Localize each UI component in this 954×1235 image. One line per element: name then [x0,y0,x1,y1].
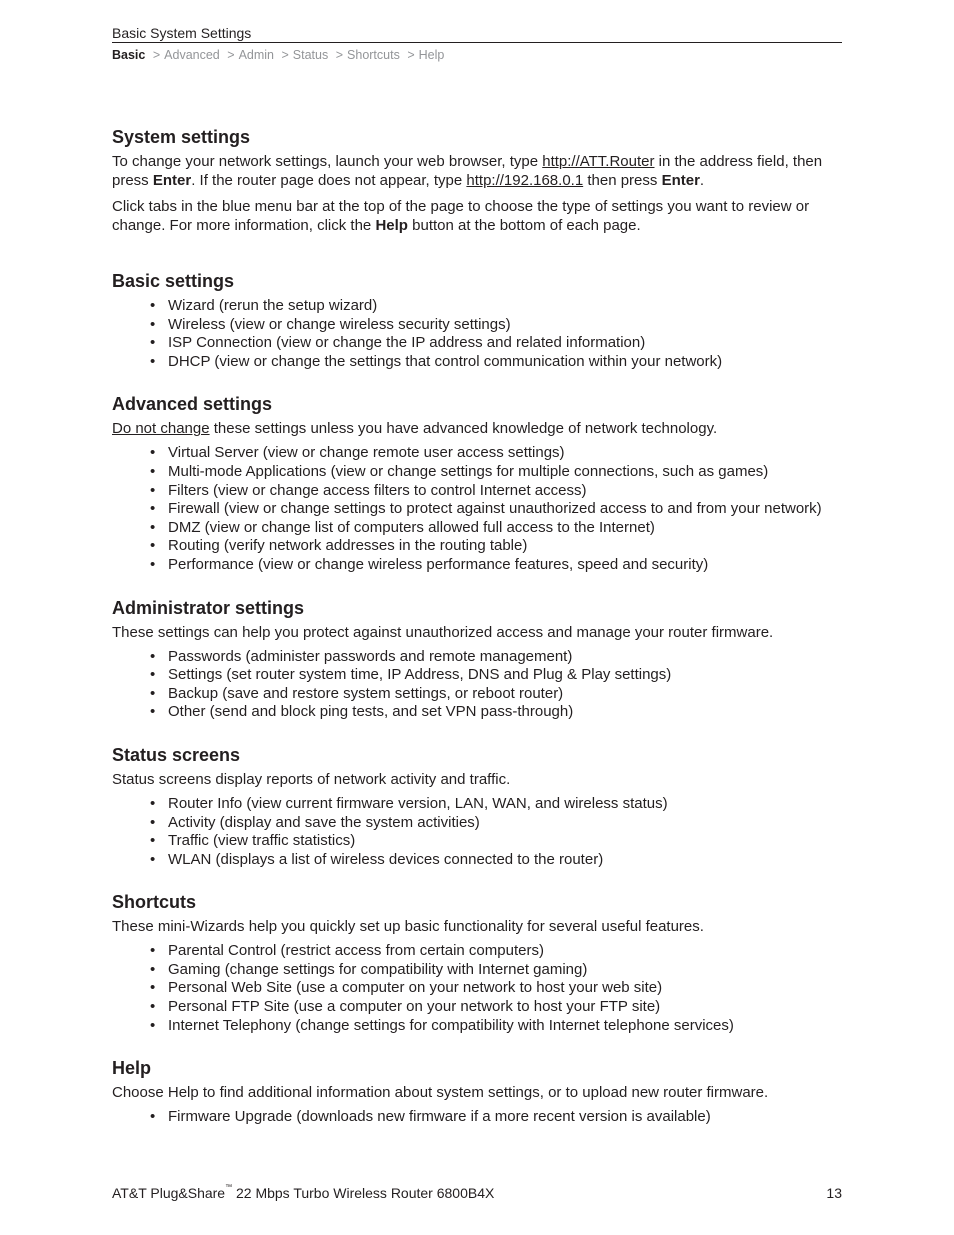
list-item: • Activity (display and save the system activities) [150,814,842,833]
section-heading: Status screens [112,744,241,765]
section-heading: Advanced settings [112,394,273,415]
section-intro: Choose Help to find additional information about system settings, or to upload new router firmware. [112,1084,769,1102]
content [112,126,842,1127]
footer-product-name [112,1185,494,1201]
bullet-list [112,444,842,574]
list-item: • Virtual Server (view or change remote user access settings) [150,444,842,463]
text: in the address field, then press [112,153,823,189]
section-heading: Shortcuts [112,892,197,913]
breadcrumb-status: Status [292,48,329,62]
section-intro: These settings can help you protect against unauthorized access and manage your router firmware. [112,623,774,641]
list-item: • Wireless (view or change wireless security settings) [150,316,842,335]
list-item: • Traffic (view traffic statistics) [150,832,842,851]
breadcrumb [112,48,444,62]
bullet-list [112,942,842,1035]
list-item: • Multi-mode Applications (view or change settings for multiple connections, such as games) [150,463,842,482]
system-paragraph-1 [112,152,842,190]
page-number: 13 [826,1185,842,1201]
list-item: • Personal Web Site (use a computer on your network to host your web site) [150,979,842,998]
list-item: • Settings (set router system time, IP Address, DNS and Plug & Play settings) [150,666,842,685]
breadcrumb-help: Help [418,48,445,62]
help-button-label: Help [375,217,408,234]
list-item: • Parental Control (restrict access from certain computers) [150,942,842,961]
section-system-settings [112,126,842,235]
att-router-link[interactable]: http://ATT.Router [542,153,655,170]
text: To change your network settings, launch your web browser, type [112,153,543,170]
list-item: • Firewall (view or change settings to protect against unauthorized access to and from your network) [150,500,842,519]
bullet-list [112,297,842,371]
section-shortcuts [112,891,842,1035]
trademark-symbol: ™ [225,1184,233,1191]
breadcrumb-separator: > [281,48,289,62]
breadcrumb-advanced: Advanced [164,48,220,62]
text: button at the bottom of each page. [407,217,641,234]
list-item: • Backup (save and restore system settings, or reboot router) [150,685,842,704]
text: Click tabs in the blue menu bar at the top of the page to choose the type of settings you want to review or change. For more information, click the [112,198,810,234]
section-administrator-settings [112,597,842,722]
section-advanced-settings [112,393,842,574]
router-ip-link[interactable]: http://192.168.0.1 [466,172,584,189]
enter-key-label: Enter [661,172,700,189]
system-paragraph-2 [112,197,842,235]
text: these settings unless you have advanced knowledge of network technology. [209,420,718,438]
section-intro: These mini-Wizards help you quickly set up basic functionality for several useful features. [112,918,704,936]
running-header-title: Basic System Settings [112,25,252,41]
section-intro [112,419,842,438]
breadcrumb-admin: Admin [238,48,274,62]
bullet-list [112,648,842,722]
list-item: • Wizard (rerun the setup wizard) [150,297,842,316]
text: AT&T Plug&Share [112,1185,226,1201]
list-item: • Passwords (administer passwords and remote management) [150,648,842,667]
section-status-screens [112,744,842,869]
text: 22 Mbps Turbo Wireless Router 6800B4X [232,1185,495,1201]
list-item: • Routing (verify network addresses in the routing table) [150,537,842,556]
section-heading: Administrator settings [112,597,305,618]
do-not-change-text: Do not change [112,420,210,438]
section-heading: System settings [112,127,251,147]
list-item: • WLAN (displays a list of wireless devices connected to the router) [150,851,842,870]
list-item: • Personal FTP Site (use a computer on your network to host your FTP site) [150,998,842,1017]
breadcrumb-separator: > [335,48,344,62]
breadcrumb-separator: > [407,48,415,62]
breadcrumb-basic: Basic [112,48,146,62]
list-item: • Gaming (change settings for compatibility with Internet gaming) [150,961,842,980]
breadcrumb-separator: > [152,48,161,62]
breadcrumb-separator: > [227,48,235,62]
list-item: • Other (send and block ping tests, and set VPN pass-through) [150,703,842,722]
section-heading: Help [112,1058,152,1079]
list-item: • Performance (view or change wireless performance features, speed and security) [150,556,842,575]
text: . If the router page does not appear, type [191,172,467,189]
text: . [699,172,705,189]
bullet-list [112,795,842,869]
text: then press [583,172,662,189]
breadcrumb-shortcuts: Shortcuts [347,48,400,62]
page-footer [112,1185,842,1201]
bullet-list [112,1108,842,1127]
list-item: • DHCP (view or change the settings that control communication within your network) [150,353,842,372]
section-heading: Basic settings [112,271,235,291]
header-rule [112,42,842,43]
list-item: • ISP Connection (view or change the IP address and related information) [150,334,842,353]
section-intro: Status screens display reports of network activity and traffic. [112,770,511,788]
section-basic-settings [112,270,842,371]
list-item: • Filters (view or change access filters to control Internet access) [150,482,842,501]
list-item: • Internet Telephony (change settings for compatibility with Internet telephone services) [150,1017,842,1036]
enter-key-label: Enter [152,172,192,189]
list-item: • Router Info (view current firmware version, LAN, WAN, and wireless status) [150,795,842,814]
list-item: • DMZ (view or change list of computers allowed full access to the Internet) [150,519,842,538]
section-help [112,1057,842,1127]
list-item: • Firmware Upgrade (downloads new firmware if a more recent version is available) [150,1108,842,1127]
